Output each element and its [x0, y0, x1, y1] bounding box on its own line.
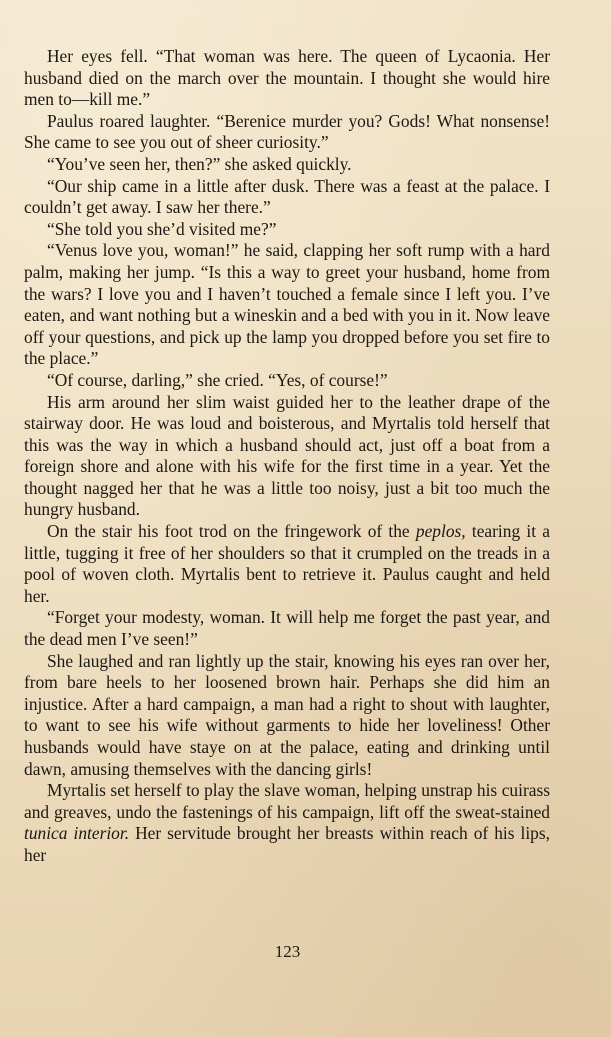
- paragraph: [24, 370, 550, 392]
- text-run: “You’ve seen her, then?” she asked quickly.: [47, 153, 352, 174]
- text-run: His arm around her slim waist guided her to the leather drape of the stairway door. He was loud and boisterous, and Myrtalis told herself that this was the way in which a husband should act, just off a boat from a foreign shore and alone with his wife for the first time in a year. Yet the thought nagged her that he was a little too noisy, just a bit too much the hungry husband.: [24, 391, 550, 520]
- paragraph: [24, 392, 550, 522]
- paragraph: [24, 46, 550, 111]
- text-run: “Our ship came in a little after dusk. There was a feast at the palace. I couldn’t get away. I saw her there.”: [24, 175, 550, 218]
- text-run: Myrtalis set herself to play the slave woman, helping unstrap his cuirass and greaves, undo the fastenings of his campaign, lift off the sweat-stained: [24, 780, 550, 822]
- paragraph: [24, 780, 550, 866]
- page-number: 123: [274, 942, 301, 961]
- text-run: She laughed and ran lightly up the stair, knowing his eyes ran over her, from bare heels to her loosened brown hair. Perhaps she did him an injustice. After a hard campaign, a man had a right to shout with laughter, to want to see his wife without garments to hide her loveliness! Other husbands would have staye on at the palace, eating and drinking until dawn, amusing themselves with the dancing girls!: [24, 650, 550, 779]
- text-run: “Venus love you, woman!” he said, clapping her soft rump with a hard palm, making her jump. “Is this a way to greet your husband, home from the wars? I love you and I haven’t touched a female since I left you. I’ve eaten, and want nothing but a wineskin and a bed with you in it. Now leave off your questions, and pick up the lamp you dropped before you set fire to the place.”: [24, 240, 550, 369]
- paragraph: [24, 607, 550, 650]
- paragraph: [24, 240, 550, 370]
- paragraph: [24, 651, 550, 781]
- text-run: “She told you she’d visited me?”: [47, 218, 277, 239]
- text-run: tearing it a little, tugging it free of her shoulders so that it crumpled on the treads in a pool of woven cloth. Myrtalis bent to retrieve it. Paulus caught and held her.: [24, 521, 550, 606]
- text-run: On the stair his foot trod on the fringework of the: [47, 521, 416, 542]
- paragraph: [24, 111, 550, 154]
- paragraph: [24, 521, 550, 607]
- text-run: Paulus roared laughter. “Berenice murder you? Gods! What nonsense! She came to see you out of sheer curiosity.”: [24, 110, 550, 153]
- text-run: Her eyes fell. “That woman was here. The queen of Lycaonia. Her husband died on the march over the mountain. I thought she would hire men to—kill me.”: [24, 46, 550, 110]
- italic-term: peplos,: [415, 521, 466, 542]
- page-body-text: [24, 46, 550, 867]
- paragraph: [24, 154, 550, 176]
- text-run: Her servitude brought her breasts within reach of his lips, her: [24, 823, 550, 865]
- paragraph: [24, 176, 550, 219]
- paragraph: [24, 219, 550, 241]
- text-run: “Forget your modesty, woman. It will help me forget the past year, and the dead men I’ve seen!”: [24, 607, 550, 650]
- text-run: “Of course, darling,” she cried. “Yes, of course!”: [47, 369, 388, 390]
- italic-term: tunica interior.: [24, 823, 130, 844]
